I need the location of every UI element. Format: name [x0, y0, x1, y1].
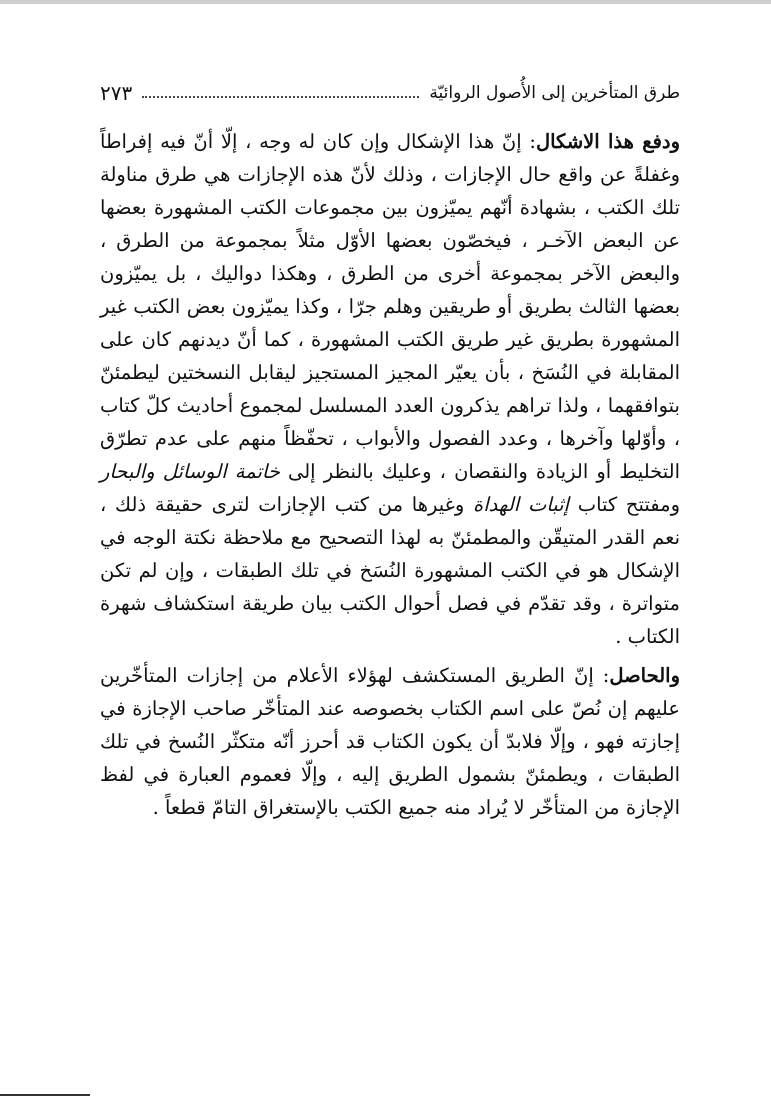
header-title: طرق المتأخرين إلى الأُصول الروائيّة: [429, 83, 680, 103]
header-leader-dots: [142, 95, 419, 98]
body-text: [100, 125, 680, 830]
page-number: ٢٧٣: [100, 81, 133, 105]
scan-bottom-mark: [0, 1094, 90, 1096]
paragraph-1: [100, 125, 680, 653]
paragraph-1-text-a: : إنّ هذا الإشكال وإن كان له وجه ، إلّا أنّ فيه إفراطاً وغفلةً عن واقع حال الإجازات ، وذلك لأنّ هذه الإجازات هي طرق مناولة تلك الكتب ، بشهادة أنّهم يميّزون بين مجموعات الكتب المشهورة بعضها عن البعض الآخـر ، فيخصّون بعضها الأوّل مثلاً بمجموعة من الطرق ، والبعض الآخر بمجموعة أخرى من الطرق ، وهكذا دواليك ، بل يميّزون بعضها الثالث بطريق أو طريقين وهلم جرّا ، وكذا يميّزون بعض الكتب غير المشهورة بطريق غير طريق الكتب المشهورة ، كما أنّ ديدنهم كان على المقابلة في النُسَخ ، بأن يعيّر المجيز المستجيز ليقابل النسختين ليطمئنّ بتوافقهما ، ولذا تراهم يذكرون العدد المسلسل لمجموع أحاديث كلّ كتاب ، وأوّلها وآخرها ، وعدد الفصول والأبواب ، تحفّظاً منهم على عدم تطرّق التخليط أو الزيادة والنقصان ، وعليك بالنظر إلى: [100, 130, 680, 483]
running-header: [100, 78, 680, 108]
paragraph-1-text-c: وغيرها من كتب الإجازات لترى حقيقة ذلك ، نعم القدر المتيقّن والمطمئنّ به لهذا التصحيح مع ملاحظة نكتة الوجه في الإشكال هو في الكتب المشهورة النُسَخ في تلك الطبقات ، وإن لم تكن متواترة ، وقد تقدّم في فصل أحوال الكتب بيان طريقة استكشاف شهرة الكتاب .: [100, 493, 680, 648]
paragraph-2: [100, 659, 680, 824]
paragraph-1-lead: ودفع هذا الاشكال: [535, 130, 680, 153]
paragraph-2-text: : إنّ الطريق المستكشف لهؤلاء الأعلام من إجازات المتأخّرين عليهم إن نُصّ على اسم الكتاب بخصوصه عند المتأخّر صاحب الإجازة في إجازته فهو ، وإلّا فلابدّ أن يكون الكتاب قد أحرز أنّه متكثّر النُسخ في تلك الطبقات ، ويطمئنّ بشمول الطريق إليه ، وإلّا فعموم العبارة في لفظ الإجازة من المتأخّر لا يُراد منه جميع الكتب بالإستغراق التامّ قطعاً .: [100, 664, 680, 819]
paragraph-2-lead: والحاصل: [609, 664, 680, 687]
paragraph-1-book-title-a: خاتمة الوسائل والبحار: [100, 460, 280, 483]
scan-top-edge: [0, 0, 771, 4]
paragraph-1-text-b: ومفتتح كتاب: [568, 493, 680, 516]
paragraph-1-book-title-b: إثبات الهداة: [473, 493, 569, 516]
